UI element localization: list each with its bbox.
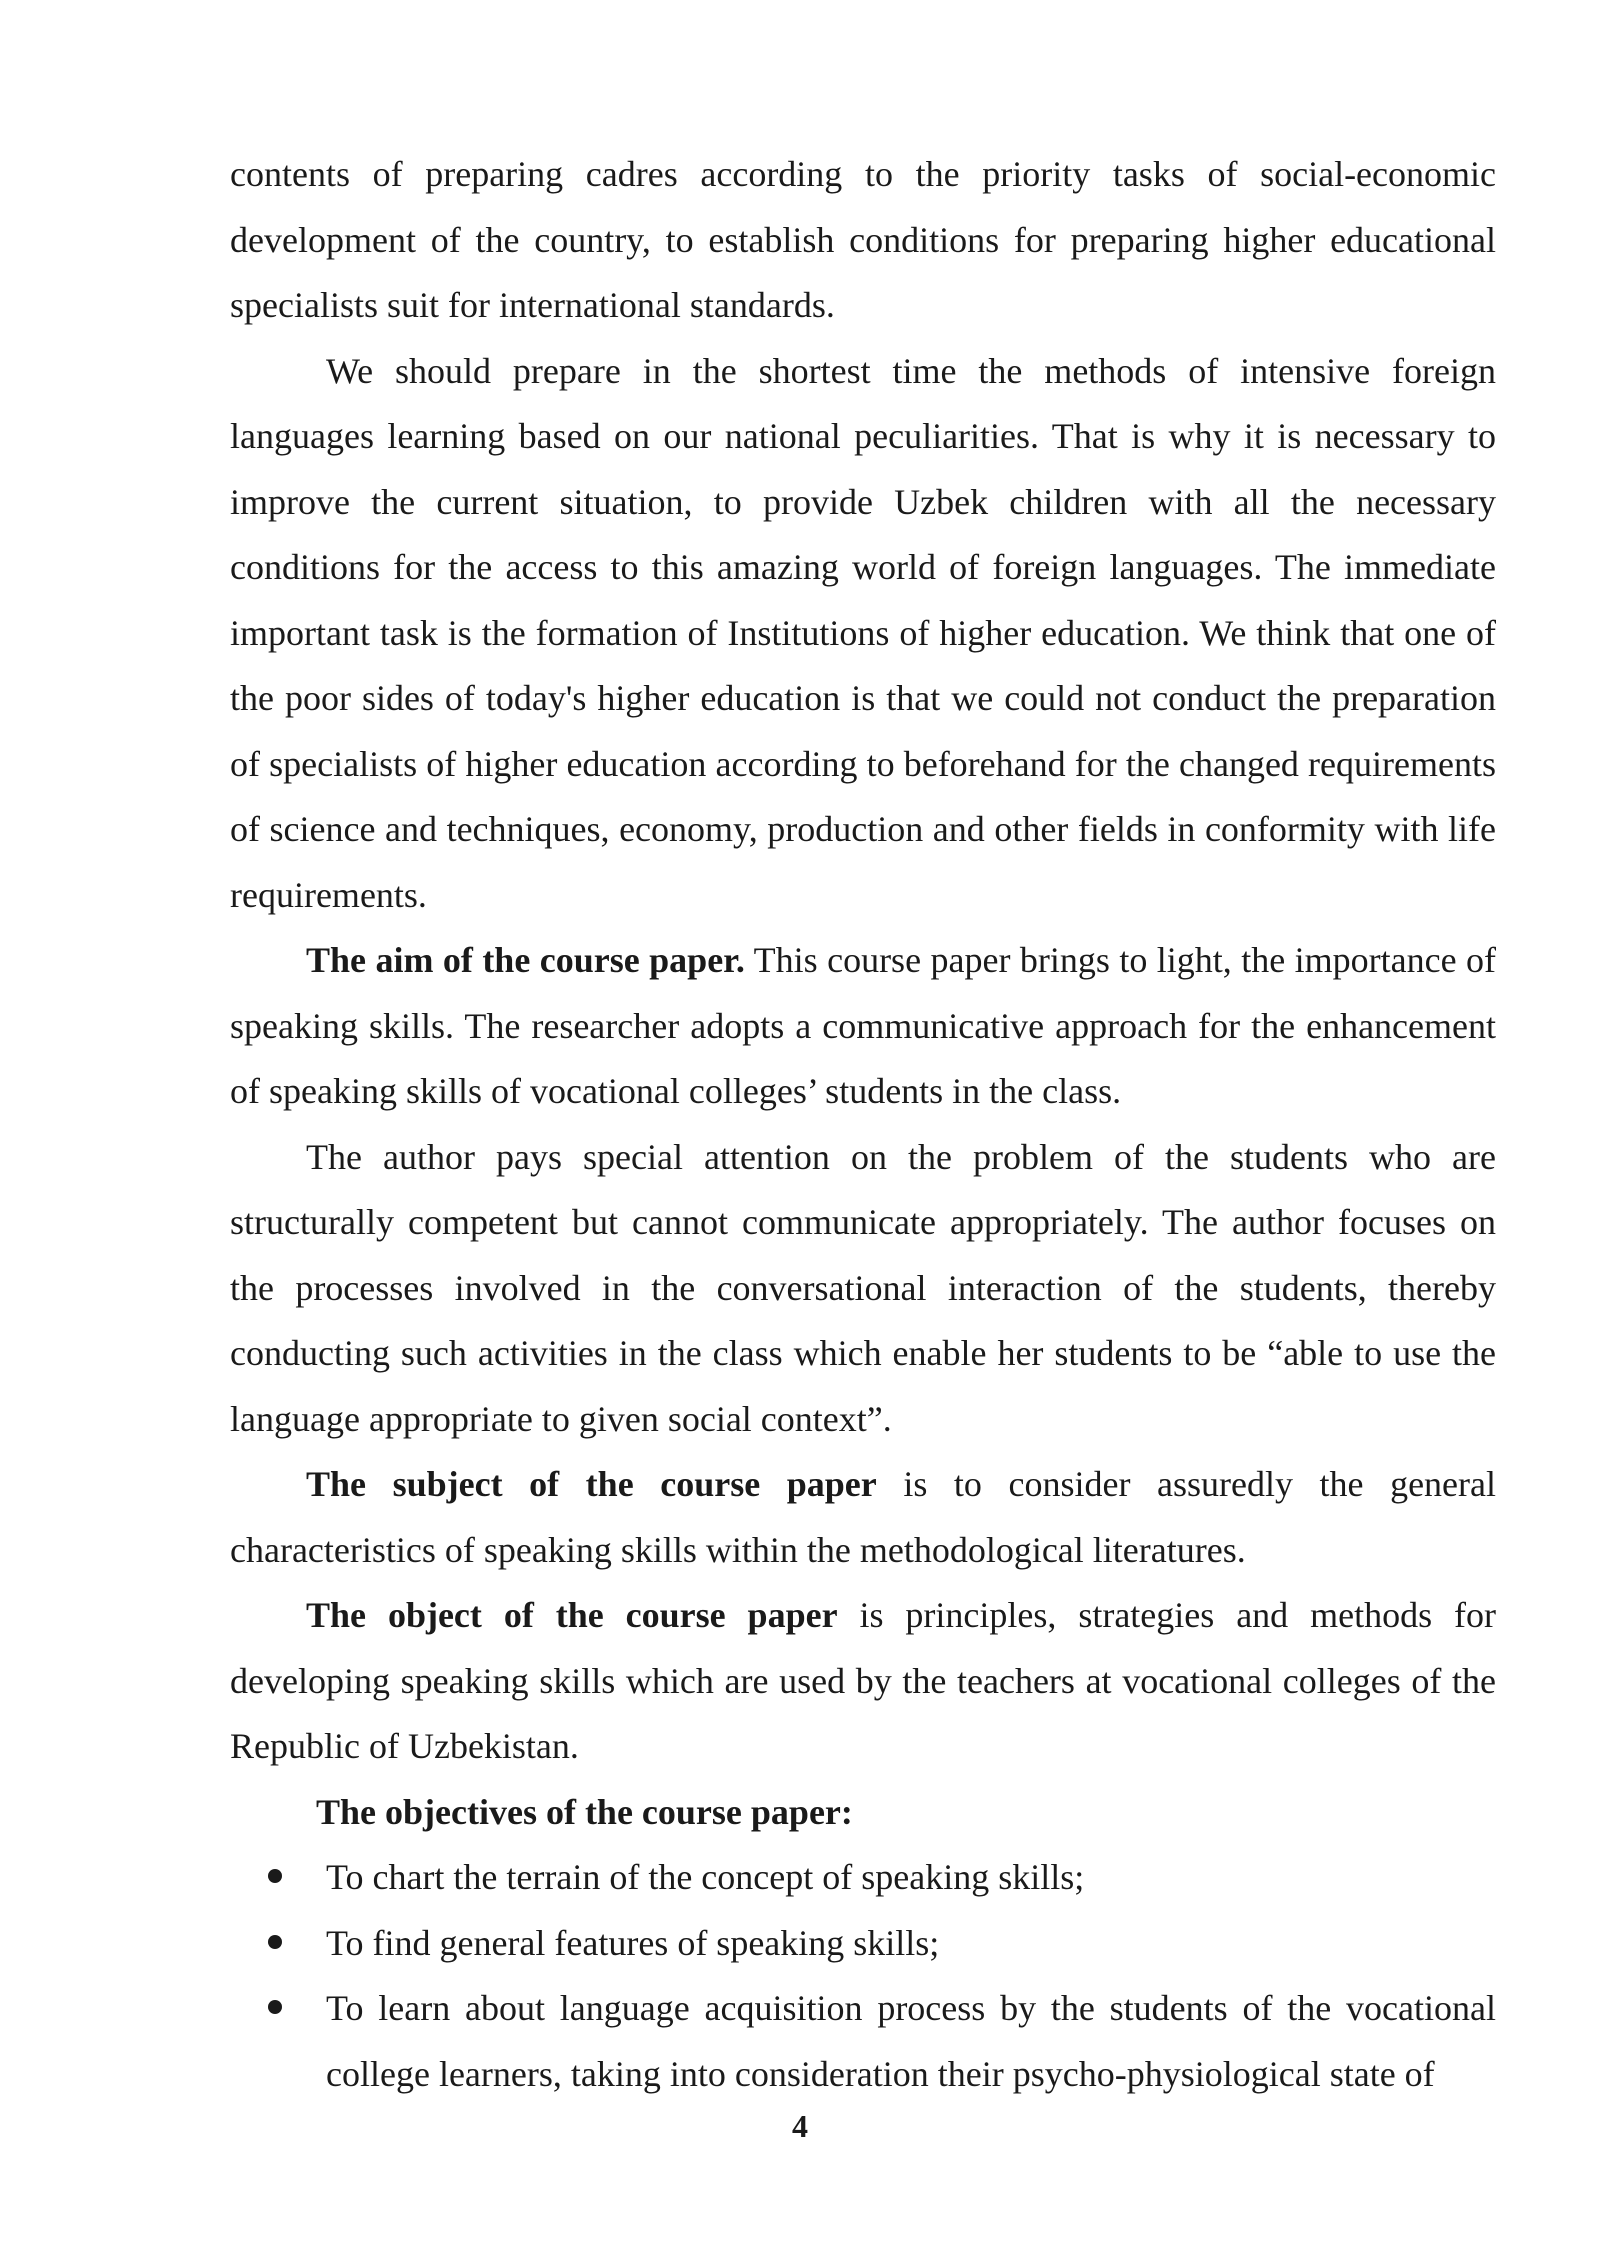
objective-text: To find general features of speaking skills; [326,1922,940,1963]
list-item [230,1911,1496,1977]
bullet-icon [268,1869,282,1883]
objectives-heading: The objectives of the course paper: [316,1791,853,1832]
list-item [230,1845,1496,1911]
aim-heading: The aim of the course paper. [306,940,745,980]
list-item [230,1976,1496,2107]
aim-text: This course paper brings to light, the importance of speaking skills. The researcher adopts a communicative approach for the enhancement of speaking skills of vocational colleges’ students in the class. [230,940,1496,1111]
objective-text: To chart the terrain of the concept of speaking skills; [326,1857,1085,1897]
body-text [230,142,1496,2107]
bullet-icon [268,1935,282,1949]
object-text: is principles, strategies and methods for developing speaking skills which are used by the teachers at vocational colleges of the Republic of Uzbekistan. [230,1595,1496,1766]
subject-heading: The subject of the course paper [306,1464,877,1504]
page-number: 4 [792,2108,808,2144]
paragraph-intro-continuation: contents of preparing cadres according to the priority tasks of social-economic development of the country, to establish conditions for preparing higher educational specialists suit for international standards. [230,154,1496,325]
paragraph-aim [230,928,1496,1125]
object-heading: The object of the course paper [306,1595,838,1635]
bullet-icon [268,2000,282,2014]
paragraph-object [230,1583,1496,1780]
paragraph-methods: We should prepare in the shortest time the methods of intensive foreign languages learning based on our national peculiarities. That is why it is necessary to improve the current situation, to provide Uzbek children with all the necessary conditions for the access to this amazing world of foreign languages. The immediate important task is the formation of Institutions of higher education. We think that one of the poor sides of today's higher education is that we could not conduct the preparation of specialists of higher education according to beforehand for the changed requirements of science and techniques, economy, production and other fields in conformity with life requirements. [230,350,1496,915]
subject-text: is to consider assuredly the general characteristics of speaking skills within the methodological literatures. [230,1464,1496,1570]
paragraph-subject [230,1452,1496,1583]
objective-text: To learn about language acquisition process by the students of the vocational college learners, taking into consideration their psycho-physiological state of [326,1988,1496,2094]
objectives-list [230,1845,1496,2107]
paragraph-author-focus: The author pays special attention on the problem of the students who are structurally competent but cannot communicate appropriately. The author focuses on the processes involved in the conversational interaction of the students, thereby conducting such activities in the class which enable her students to be “able to use the language appropriate to given social context”. [230,1136,1496,1439]
